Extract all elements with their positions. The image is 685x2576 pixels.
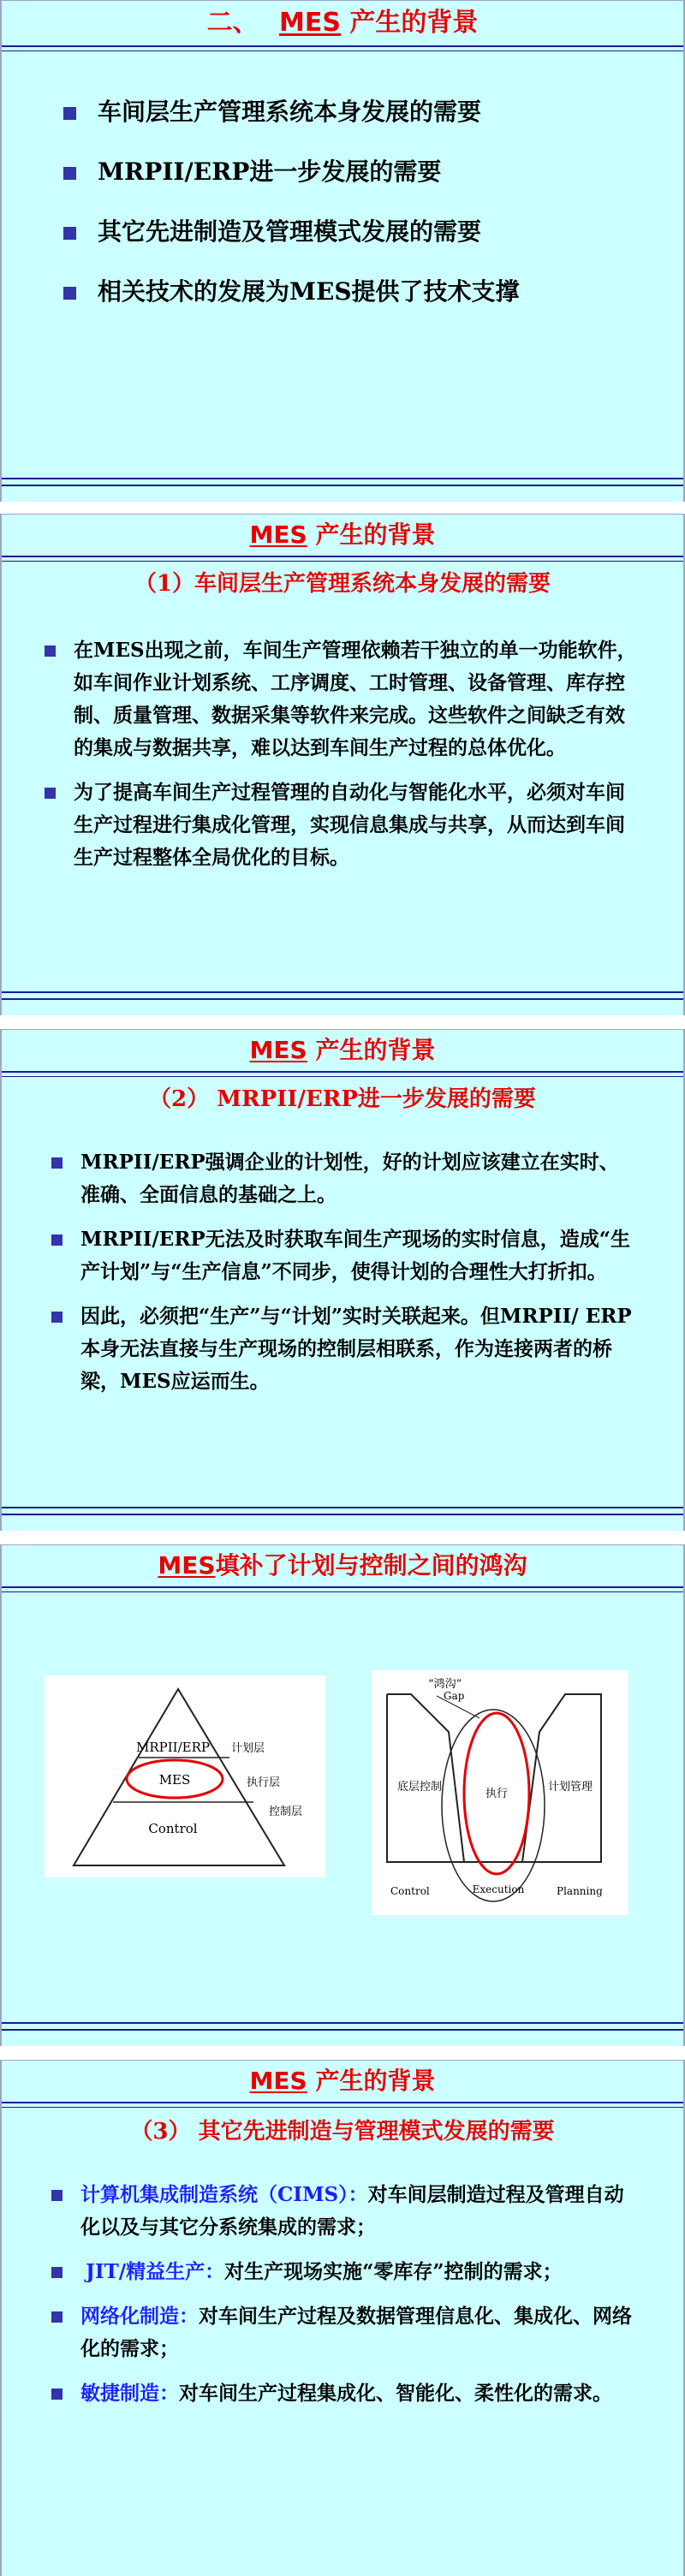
slide-3 [0,1029,685,1531]
title-rule [2,556,683,562]
list-item: 车间层生产管理系统本身发展的需要 [63,97,646,128]
list-item: 相关技术的发展为MES提供了技术支撑 [63,277,646,307]
list-item: MRPII/ERP进一步发展的需要 [63,157,646,187]
bullet-text: 对车间生产过程及数据管理信息化、集成化、网络化的需求； [80,2305,632,2360]
list-item: 其它先进制造及管理模式发展的需要 [63,217,646,247]
footer-rule [2,478,683,486]
list-item [51,2377,634,2410]
bullet-list [63,97,646,336]
title-prefix: 二、 [206,8,259,38]
slide-title [2,1030,683,1071]
list-item [51,2179,634,2244]
slide-1 [0,0,685,502]
square-bullet-icon [63,227,76,240]
pyramid-bottom-label: Control [148,1821,198,1836]
square-bullet-icon [51,1157,63,1169]
bullet-term: 敏捷制造： [80,2382,179,2405]
pyramid-middle-side-label: 执行层 [247,1776,281,1789]
square-bullet-icon [51,2190,63,2201]
slide-4 [0,1544,685,2046]
bullet-term: JIT/精益生产： [86,2260,225,2283]
title-rule [2,1586,683,1592]
subtitle: （1）车间层生产管理系统本身发展的需要 [134,571,551,597]
gap-cn-label: “鸿沟” [428,1678,462,1691]
gap-outline [387,1694,601,1862]
list-item: 因此，必须把“生产”与“计划”实时关联起来。但MRPII/ ERP本身无法直接与生产现场的控制层相联系，作为连接两者的桥梁，MES应运而生。 [51,1300,634,1398]
gap-center-label: 执行 [485,1788,509,1800]
list-item [51,2300,634,2365]
list-item: MRPII/ERP强调企业的计划性，好的计划应该建立在实时、准确、全面信息的基础之上。 [51,1146,634,1211]
list-item: 在MES出现之前，车间生产管理依赖若干独立的单一功能软件，如车间作业计划系统、工序调度、工时管理、设备管理、库存控制、质量管理、数据采集等软件来完成。这些软件之间缺乏有效的集成与数据共享，难以达到车间生产过程的总体优化。 [45,634,644,764]
title-rule [2,45,683,51]
pyramid-bottom-side-label: 控制层 [269,1806,303,1818]
title-suffix: 填补了计划与控制之间的鸿沟 [215,1551,527,1580]
pyramid-middle-label: MES [158,1772,191,1788]
square-bullet-icon [51,2311,63,2323]
gap-right-label: 计划管理 [548,1781,593,1794]
slide-5 [0,2060,685,2576]
square-bullet-icon [51,1312,63,1323]
square-bullet-icon [45,645,56,657]
pyramid-diagram [45,1675,325,1877]
gap-diagram [372,1670,628,1915]
pyramid-top-side-label: 计划层 [231,1742,265,1755]
square-bullet-icon [45,788,56,799]
square-bullet-icon [51,2267,63,2278]
title-mes: MES [279,8,341,38]
footer-rule [2,2022,683,2031]
title-suffix: 产生的背景 [307,1036,436,1064]
subtitle: （3） 其它先进制造与管理模式发展的需要 [130,2119,555,2145]
slide-title [2,2061,683,2102]
bullet-term: 网络化制造： [80,2305,199,2328]
bullet-text: 对车间层制造过程及管理自动化以及与其它分系统集成的需求； [80,2183,624,2239]
bullet-text: 对生产现场实施“零库存”控制的需求； [224,2260,563,2283]
title-mes: MES [158,1551,216,1580]
title-suffix: 产生的背景 [340,8,479,38]
title-rule [2,1071,683,1077]
title-suffix: 产生的背景 [307,2067,436,2095]
gap-bottom-right-label: Planning [557,1885,603,1897]
slide-title [2,1,683,45]
square-bullet-icon [63,107,76,120]
gap-bottom-left-label: Control [390,1885,430,1897]
pyramid-svg [45,1675,325,1877]
bullet-list [51,1146,634,1398]
square-bullet-icon [63,167,76,180]
gap-en-label: Gap [444,1690,465,1702]
title-suffix: 产生的背景 [307,521,436,549]
bullet-text: 对车间生产过程集成化、智能化、柔性化的需求。 [179,2382,612,2405]
bullet-term: 计算机集成制造系统（CIMS）： [80,2183,368,2206]
gap-bottom-center-label: Execution [472,1883,525,1895]
slide-title [2,515,683,556]
slide-title [2,1545,683,1586]
square-bullet-icon [51,2389,63,2400]
title-mes: MES [249,521,307,549]
footer-rule [2,991,683,1000]
list-item [51,2256,634,2288]
bullet-list [51,2179,634,2410]
title-mes: MES [249,1036,307,1064]
gap-svg [372,1670,628,1915]
square-bullet-icon [63,287,76,300]
slide-2 [0,514,685,1015]
square-bullet-icon [51,1234,63,1246]
footer-rule [2,1507,683,1515]
bullet-list [45,634,644,874]
list-item: 为了提高车间生产过程管理的自动化与智能化水平，必须对车间生产过程进行集成化管理，实现信息集成与共享，从而达到车间生产过程整体全局优化的目标。 [45,776,644,874]
title-rule [2,2102,683,2108]
gap-left-label: 底层控制 [397,1781,443,1794]
subtitle: （2） MRPII/ERP进一步发展的需要 [149,1086,536,1112]
list-item: MRPII/ERP无法及时获取车间生产现场的实时信息，造成“生产计划”与“生产信息”不同步，使得计划的合理性大打折扣。 [51,1223,634,1288]
pyramid-top-label: MRPII/ERP [136,1740,210,1755]
title-mes: MES [249,2067,307,2095]
